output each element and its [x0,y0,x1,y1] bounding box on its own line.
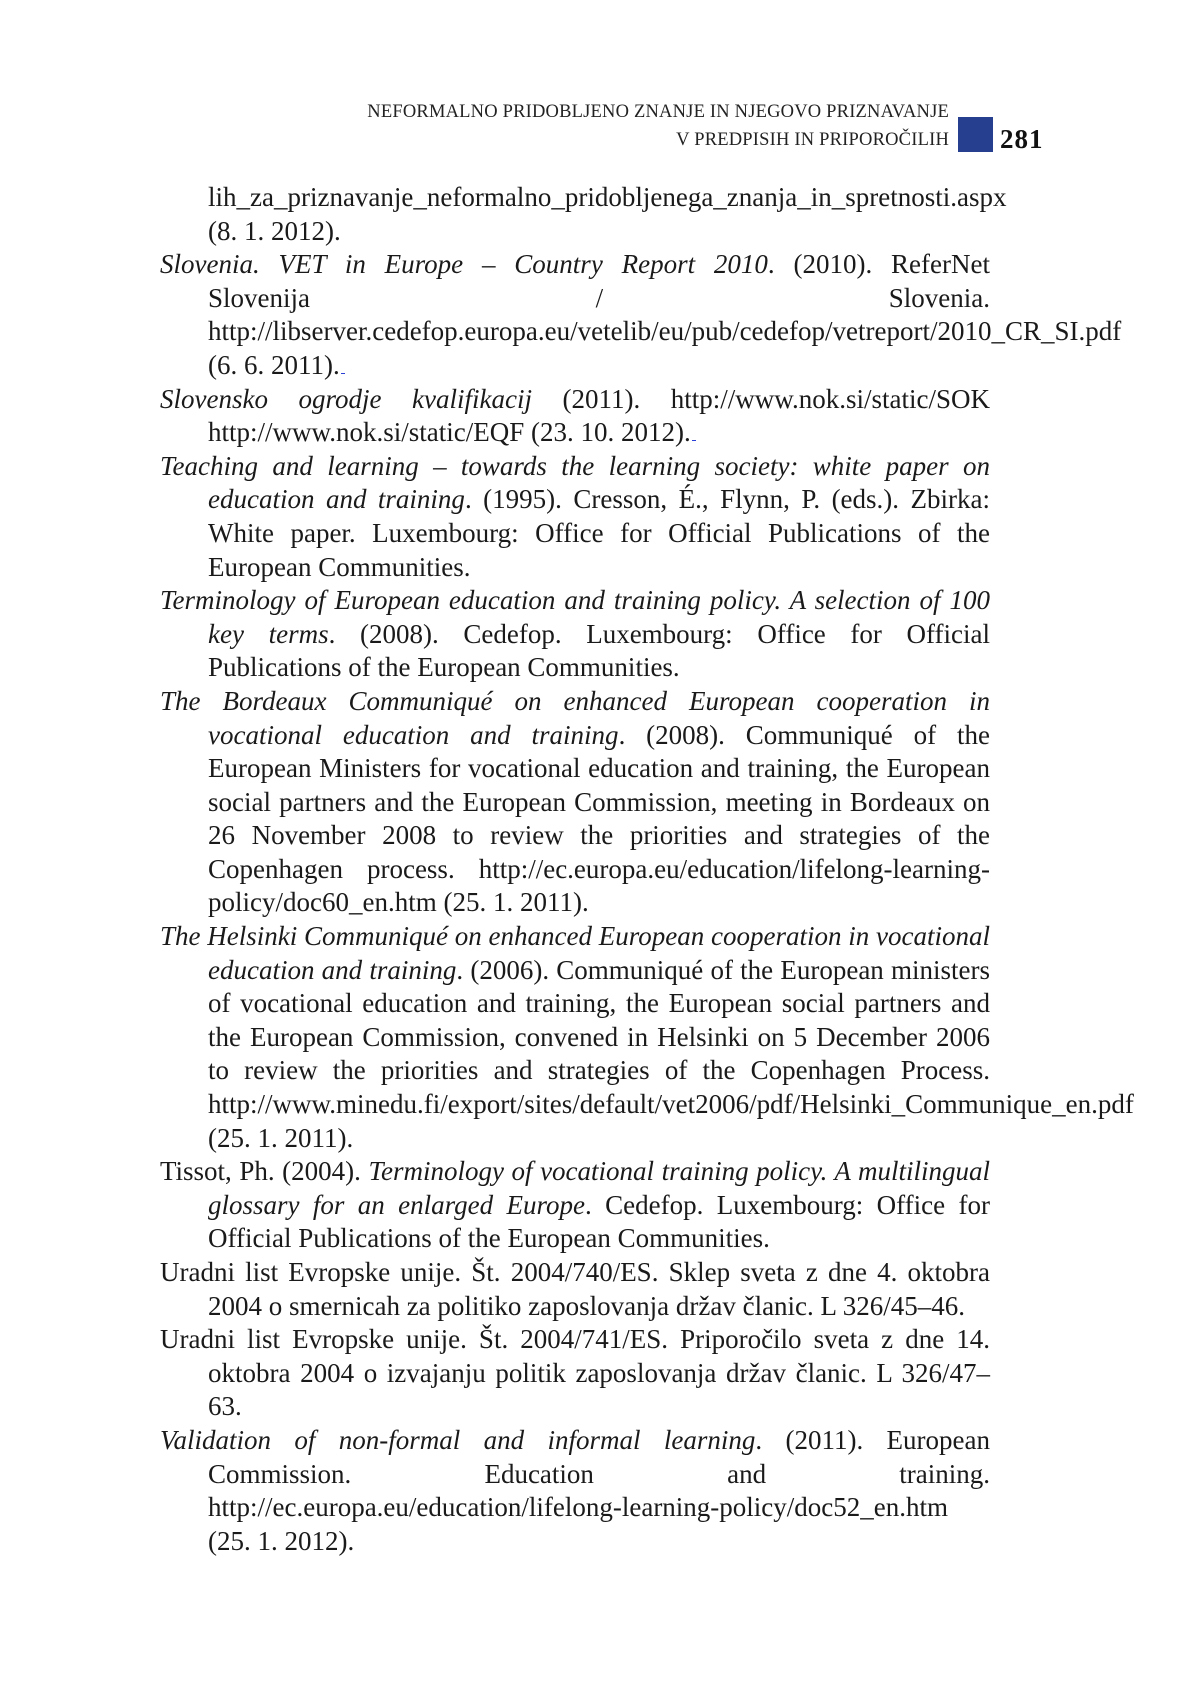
reference-text: Tissot, Ph. (2004). [160,1156,369,1187]
reference-entry [160,1424,990,1558]
hyperlink-marker[interactable] [341,372,345,374]
running-header [367,98,949,154]
reference-list [160,181,1134,1558]
page-number: 281 [1000,124,1044,154]
reference-entry [160,383,990,450]
reference-entry [160,1155,990,1256]
reference-entry [160,181,1007,248]
reference-text: (2011). http://www.nok.si/static/SOK http://www.nok.si/static/EQF (23. 10. 2012). [208,383,990,448]
reference-entry [160,584,990,685]
reference-title: Slovensko ogrodje kvalifikacij [160,383,532,414]
running-header-line-2: V PREDPISIH IN PRIPOROČILIH [676,130,949,150]
reference-entry [160,450,990,584]
reference-entry [160,685,990,920]
reference-title: Slovenia. VET in Europe – Country Report 2010 [160,249,768,280]
reference-text: Uradni list Evropske unije. Št. 2004/740/ES. Sklep sveta z dne 4. oktobra 2004 o smernicah za politiko zaposlovanja držav članic. L 326/45–46. [160,1257,990,1321]
reference-text: lih_za_priznavanje_neformalno_pridobljenega_znanja_in_spretnosti.aspx (8. 1. 2012). [208,182,1007,246]
hyperlink-marker[interactable] [692,439,696,441]
running-header-line-1: NEFORMALNO PRIDOBLJENO ZNANJE IN NJEGOVO PRIZNAVANJE [367,102,949,122]
accent-square [958,117,993,152]
reference-title: Teaching and learning – towards the learning society: white paper on education and training [160,450,990,515]
reference-title: Terminology of European education and training policy. A selection of 100 key terms [160,585,990,649]
reference-text: . (2008). Communiqué of the European Ministers for vocational education and training, the European social partners and the European Commission, meeting in Bordeaux on 26 November 2008 to review the priorities and strategies of the Copenhagen process. http://ec.europa.eu/education/lifelong-learning-policy/doc60_en.htm (25. 1. 2011). [208,719,990,918]
reference-entry [160,1256,990,1323]
reference-text: . (2010). ReferNet Slovenija / Slovenia. http://libserver.cedefop.europa.eu/vetelib/eu/pub/cedefop/vetreport/2010_CR_SI.pdf (6. 6. 2011). [208,249,1122,380]
reference-text: Uradni list Evropske unije. Št. 2004/741/ES. Priporočilo sveta z dne 14. oktobra 2004 o izvajanju politik zaposlovanja držav članic. L 326/47–63. [160,1324,990,1422]
reference-entry [160,920,1134,1155]
reference-text: . (2006). Communiqué of the European ministers of vocational education and training, the European social partners and the European Commission, convened in Helsinki on 5 December 2006 to review the priorities and strategies of the Copenhagen Process. http://www.minedu.fi/export/sites/default/vet2006/pdf/Helsinki_Communique_en.pdf (25. 1. 2011). [208,954,1134,1153]
reference-text: . (1995). Cresson, É., Flynn, P. (eds.). Zbirka: White paper. Luxembourg: Office for Official Publications of the European Communities. [208,484,990,582]
reference-title: Terminology of vocational training policy. A multilingual glossary for an enlarged Europe [208,1156,990,1220]
reference-entry [160,1323,990,1424]
reference-text: . Cedefop. Luxembourg: Office for Official Publications of the European Communities. [208,1189,990,1254]
reference-title: The Bordeaux Communiqué on enhanced European cooperation in vocational education and training [160,685,990,750]
reference-entry [160,248,1122,382]
reference-text: . (2008). Cedefop. Luxembourg: Office for Official Publications of the European Communities. [208,618,991,683]
reference-text: . (2011). European Commission. Education and training. http://ec.europa.eu/education/lifelong-learning-policy/doc52_en.htm (25. 1. 2012). [208,1424,991,1556]
reference-title: The Helsinki Communiqué on enhanced European cooperation in vocational education and training [160,921,990,985]
reference-title: Validation of non-formal and informal learning [160,1424,756,1455]
